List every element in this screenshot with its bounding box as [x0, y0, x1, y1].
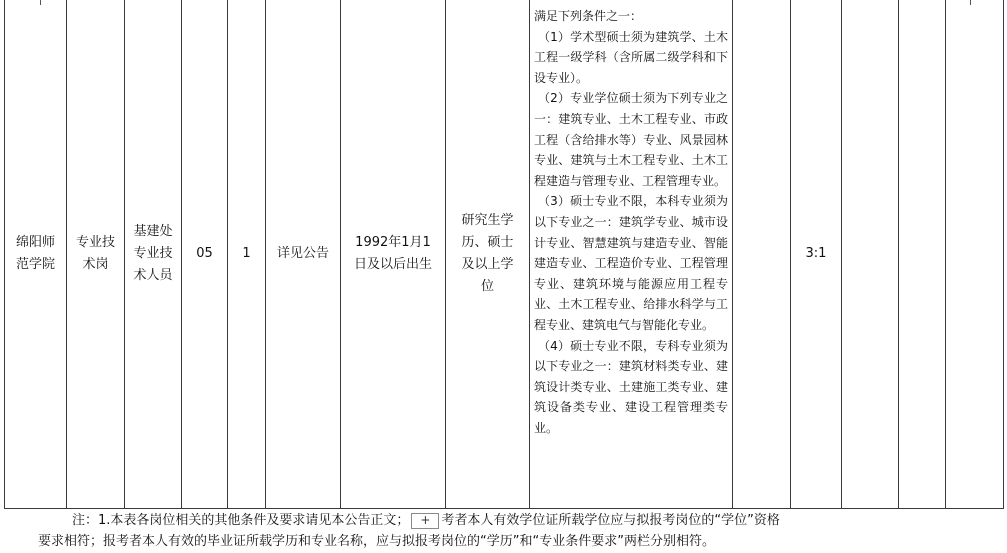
major-requirements [534, 6, 728, 438]
cell-post-category [67, 0, 124, 508]
footnote-text-b: 考者本人有效学位证所载学位应与拟报考岗位的“学位”资格 [441, 513, 780, 528]
footnote [0, 510, 1007, 552]
cell-employer [5, 0, 66, 508]
grid-line [841, 0, 842, 509]
cell-education [446, 0, 529, 508]
grid-line [732, 0, 733, 509]
footnote-line-1 [0, 510, 1007, 531]
requirement-item: （1）学术型硕士须为建筑学、土木工程一级学科（含所属二级学科和下设专业）。 [534, 29, 728, 85]
age-text: 1992年1月1日及以后出生 [353, 235, 432, 272]
cell-ratio [791, 0, 841, 508]
post-name-text: 基建处专业技术人员 [133, 224, 173, 283]
grid-line [529, 0, 530, 509]
grid-line [1003, 0, 1004, 509]
plus-icon[interactable]: + [411, 513, 439, 529]
headcount-text: 1 [242, 246, 251, 261]
requirement-intro: 满足下列条件之一： [534, 9, 643, 23]
cell-age [341, 0, 445, 508]
grid-line [945, 0, 946, 509]
top-edge-mark [970, 0, 971, 5]
education-text: 研究生学历、硕士及以上学位 [461, 213, 514, 294]
ratio-text: 3:1 [805, 246, 827, 261]
grid-line [898, 0, 899, 509]
cell-headcount [228, 0, 265, 508]
cell-recruit-target [266, 0, 340, 508]
grid-line [4, 508, 1004, 509]
post-category-text: 专业技术岗 [75, 235, 115, 272]
requirement-item: （2）专业学位硕士须为下列专业之一：建筑专业、土木工程专业、市政工程（含给排水等）专业、风景园林专业、建筑与土木工程专业、土木工程建造与管理专业、工程管理专业。 [534, 91, 728, 188]
employer-text: 绵阳师范学院 [15, 235, 55, 272]
cell-post-code [182, 0, 227, 508]
requirement-item: （4）硕士专业不限，专科专业须为以下专业之一：建筑材料类专业、建筑设计类专业、土建施工类专业、建筑设备类专业、建设工程管理类专业。 [534, 338, 728, 435]
footnote-text-a: 注：1.本表各岗位相关的其他条件及要求请见本公告正文； [72, 513, 410, 528]
post-code-text: 05 [196, 246, 213, 261]
footnote-line-2: 要求相符；报考者本人有效的毕业证所载学历和专业名称，应与拟报考岗位的“学历”和“专业条件要求”两栏分别相符。 [38, 534, 715, 549]
cell-post-name [125, 0, 181, 508]
recruit-target-text: 详见公告 [276, 246, 329, 261]
requirement-item: （3）硕士专业不限，本科专业须为以下专业之一：建筑学专业、城市设计专业、智慧建筑与建造专业、智能建造专业、工程造价专业、工程管理专业、建筑环境与能源应用工程专业、土木工程专业、给排水科学与工程专业、建筑电气与智能化专业。 [534, 194, 728, 332]
